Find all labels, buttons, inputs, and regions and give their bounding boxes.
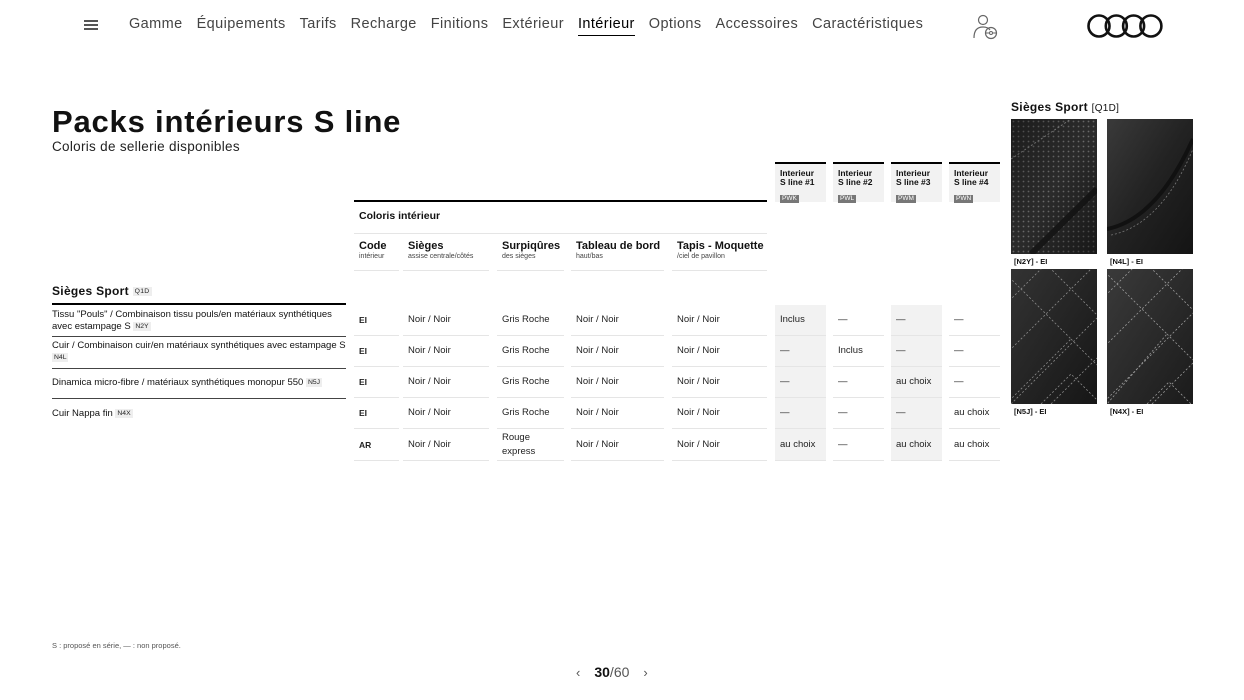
cell-code: EI — [354, 336, 399, 367]
nav-item-tarifs[interactable]: Tarifs — [299, 16, 337, 32]
cell-seats: Noir / Noir — [403, 336, 489, 367]
cell-pack-1: au choix — [775, 429, 826, 461]
nav-item-recharge[interactable]: Recharge — [350, 16, 417, 32]
nav-item-accessoires[interactable]: Accessoires — [715, 16, 799, 32]
seat-row-text: Tissu "Pouls" / Combinaison tissu pouls/en matériaux synthétiques avec estampage S — [52, 309, 332, 332]
nav-item-interieur[interactable]: Intérieur — [578, 16, 635, 36]
pack-code-badge: PWM — [898, 195, 914, 202]
col-header-tapis — [672, 240, 767, 271]
gallery-code: [Q1D] — [1091, 103, 1120, 114]
swatch-label: [N4L] - EI — [1110, 257, 1143, 266]
pack-header-3 — [891, 162, 942, 202]
nav-item-gamme[interactable]: Gamme — [129, 16, 183, 32]
nav-item-exterieur[interactable]: Extérieur — [502, 16, 564, 32]
pack-name-line1: Interieur — [780, 168, 815, 178]
main-menu — [129, 16, 923, 36]
cell-seats: Noir / Noir — [403, 367, 489, 398]
cell-pack-4: au choix — [949, 398, 1000, 429]
page-subtitle: Coloris de sellerie disponibles — [52, 139, 240, 154]
col-subtitle: haut/bas — [576, 253, 603, 260]
seats-title: Sièges Sport — [52, 284, 129, 298]
cell-carpet: Noir / Noir — [672, 336, 767, 367]
cell-carpet: Noir / Noir — [672, 429, 767, 461]
cell-code: EI — [354, 398, 399, 429]
pack-code-badge: PWL — [840, 195, 855, 202]
seat-row-label-1 — [52, 309, 346, 337]
pack-header-2 — [833, 162, 884, 202]
top-navigation — [0, 0, 1244, 50]
seats-section-title — [52, 284, 346, 305]
col-header-sieges — [403, 240, 489, 271]
col-subtitle: intérieur — [359, 253, 385, 260]
audi-rings-logo[interactable] — [1087, 13, 1163, 39]
col-header-surpiqures — [497, 240, 564, 271]
cell-seats: Noir / Noir — [403, 429, 489, 461]
page-current: 30 — [594, 664, 610, 680]
nav-item-options[interactable]: Options — [648, 16, 702, 32]
seat-row-code-tag: N2Y — [135, 322, 149, 330]
cell-seats: Noir / Noir — [403, 305, 489, 336]
menu-icon[interactable] — [84, 20, 98, 30]
cell-carpet: Noir / Noir — [672, 398, 767, 429]
cell-stitch: Gris Roche — [497, 398, 564, 429]
cell-pack-3: — — [891, 398, 942, 429]
col-header-tableau — [571, 240, 664, 271]
gallery-title-text: Sièges Sport — [1011, 100, 1088, 114]
cell-pack-1: — — [775, 336, 826, 367]
pack-name-line2: S line #3 — [896, 177, 931, 187]
cell-dash: Noir / Noir — [571, 336, 664, 367]
page-total: 60 — [613, 664, 630, 680]
pack-header-4 — [949, 162, 1000, 202]
col-title: Tableau de bord — [576, 240, 661, 252]
cell-stitch: Gris Roche — [497, 367, 564, 398]
nav-item-finitions[interactable]: Finitions — [430, 16, 489, 32]
cell-dash: Noir / Noir — [571, 398, 664, 429]
chevron-left-icon[interactable]: ‹ — [576, 664, 581, 680]
gallery-title — [1011, 100, 1119, 114]
col-subtitle: assise centrale/côtés — [408, 253, 474, 260]
cell-pack-3: au choix — [891, 429, 942, 461]
pack-name-line2: S line #1 — [780, 177, 815, 187]
cell-pack-3: au choix — [891, 367, 942, 398]
pack-name-line2: S line #4 — [954, 177, 989, 187]
cell-pack-2: — — [833, 367, 884, 398]
cell-stitch: Gris Roche — [497, 336, 564, 367]
nav-item-caracteristiques[interactable]: Caractéristiques — [812, 16, 924, 32]
pack-header-1 — [775, 162, 826, 202]
page-separator: / — [609, 664, 614, 680]
col-title: Sièges — [408, 240, 444, 252]
cell-pack-4: au choix — [949, 429, 1000, 461]
col-subtitle: des sièges — [502, 253, 536, 260]
seat-row-text: Cuir / Combinaison cuir/en matériaux synthétiques avec estampage S — [52, 340, 346, 351]
seat-row-label-3 — [52, 377, 346, 399]
col-title: Tapis - Moquette — [677, 240, 764, 252]
cell-carpet: Noir / Noir — [672, 305, 767, 336]
col-header-code — [354, 240, 399, 271]
cell-pack-2: — — [833, 429, 884, 461]
cell-pack-3: — — [891, 305, 942, 336]
pack-code-badge: PWK — [782, 195, 797, 202]
seat-row-code-tag: N4X — [117, 409, 131, 417]
seat-row-text: Cuir Nappa fin — [52, 408, 113, 419]
coloris-section-title: Coloris intérieur — [354, 200, 767, 234]
page-title: Packs intérieurs S line — [52, 104, 402, 139]
footnote: S : proposé en série, — : non proposé. — [52, 641, 181, 650]
driver-steering-icon[interactable] — [970, 12, 1000, 40]
cell-code: EI — [354, 305, 399, 336]
cell-pack-2: — — [833, 398, 884, 429]
pack-name-line1: Interieur — [838, 168, 873, 178]
cell-pack-1: — — [775, 398, 826, 429]
cell-pack-1: — — [775, 367, 826, 398]
nav-item-equipements[interactable]: Équipements — [196, 16, 286, 32]
cell-dash: Noir / Noir — [571, 305, 664, 336]
chevron-right-icon[interactable]: › — [643, 664, 648, 680]
swatch-image-n2y[interactable] — [1011, 119, 1097, 254]
swatch-label: [N2Y] - EI — [1014, 257, 1048, 266]
cell-pack-1: Inclus — [775, 305, 826, 336]
pack-name-line1: Interieur — [954, 168, 989, 178]
cell-seats: Noir / Noir — [403, 398, 489, 429]
cell-carpet: Noir / Noir — [672, 367, 767, 398]
pagination — [576, 664, 648, 680]
cell-pack-3: — — [891, 336, 942, 367]
cell-pack-4: — — [949, 367, 1000, 398]
cell-code: AR — [354, 429, 399, 461]
swatch-label: [N5J] - EI — [1014, 407, 1047, 416]
pack-name-line2: S line #2 — [838, 177, 873, 187]
pack-name-line1: Interieur — [896, 168, 931, 178]
swatch-label: [N4X] - EI — [1110, 407, 1144, 416]
swatch-image-n4l[interactable] — [1107, 119, 1193, 254]
cell-pack-2: — — [833, 305, 884, 336]
pack-code-badge: PWN — [956, 195, 972, 202]
seat-row-code-tag: N4L — [54, 353, 67, 361]
seats-code-tag: Q1D — [134, 288, 150, 296]
cell-pack-4: — — [949, 305, 1000, 336]
swatch-image-n4x[interactable] — [1107, 269, 1193, 404]
cell-stitch: Rouge express — [497, 429, 564, 461]
seat-row-label-2 — [52, 340, 346, 369]
col-title: Code — [359, 240, 387, 252]
cell-pack-2: Inclus — [833, 336, 884, 367]
col-title: Surpiqûres — [502, 240, 561, 252]
seat-row-code-tag: N5J — [307, 378, 321, 386]
cell-stitch: Gris Roche — [497, 305, 564, 336]
col-subtitle: /ciel de pavillon — [677, 253, 725, 260]
seat-row-label-4 — [52, 408, 346, 422]
seat-row-text: Dinamica micro-fibre / matériaux synthétiques monopur 550 — [52, 377, 304, 388]
cell-dash: Noir / Noir — [571, 429, 664, 461]
cell-dash: Noir / Noir — [571, 367, 664, 398]
swatch-image-n5j[interactable] — [1011, 269, 1097, 404]
page-indicator — [594, 664, 629, 680]
cell-pack-4: — — [949, 336, 1000, 367]
cell-code: EI — [354, 367, 399, 398]
